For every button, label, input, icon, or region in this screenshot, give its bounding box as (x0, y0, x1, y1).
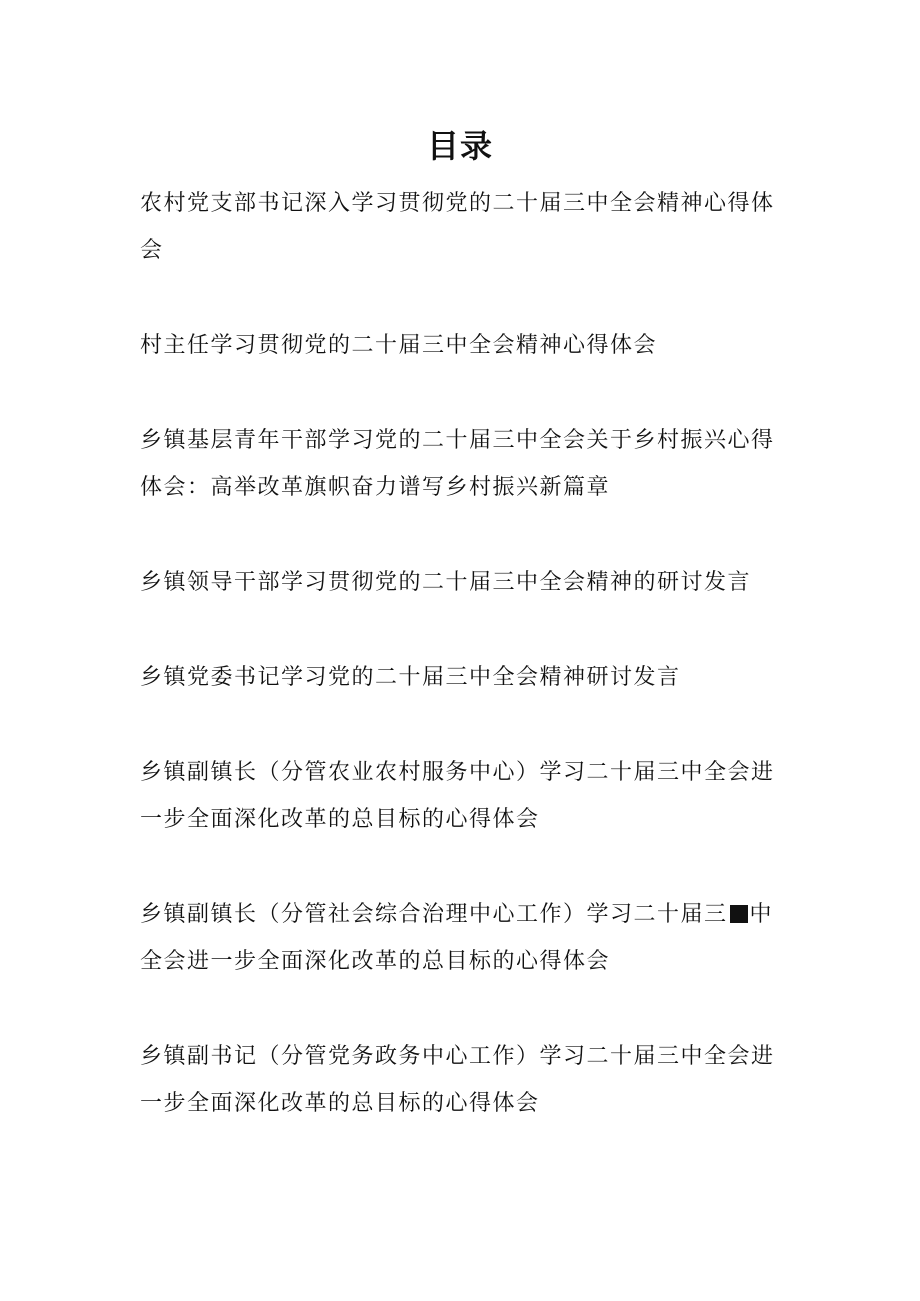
table-of-contents (140, 180, 790, 1175)
toc-entry-3: 乡镇基层青年干部学习党的二十届三中全会关于乡村振兴心得体会：高举改革旗帜奋力谱写乡村振兴新篇章 (140, 428, 775, 500)
toc-entry-4: 乡镇领导干部学习贯彻党的二十届三中全会精神的研讨发言 (140, 570, 752, 595)
toc-entry-7-text-before: 乡镇副镇长（分管社会综合治理中心工作）学习二十届三 (140, 902, 728, 927)
toc-entry-5: 乡镇党委书记学习党的二十届三中全会精神研讨发言 (140, 665, 681, 690)
black-square-marker (730, 905, 748, 923)
toc-entry-7 (140, 891, 790, 985)
toc-entry-6: 乡镇副镇长（分管农业农村服务中心）学习二十届三中全会进一步全面深化改革的总目标的心得体会 (140, 760, 775, 832)
toc-entry-1: 农村党支部书记深入学习贯彻党的二十届三中全会精神心得体会 (140, 191, 775, 263)
toc-entry-7-text-after: 中全会进一步全面深化改革的总目标的心得体会 (140, 902, 774, 974)
toc-entry-2: 村主任学习贯彻党的二十届三中全会精神心得体会 (140, 333, 658, 358)
toc-entry-8: 乡镇副书记（分管党务政务中心工作）学习二十届三中全会进一步全面深化改革的总目标的心得体会 (140, 1044, 775, 1116)
document-title: 目录 (426, 127, 493, 165)
